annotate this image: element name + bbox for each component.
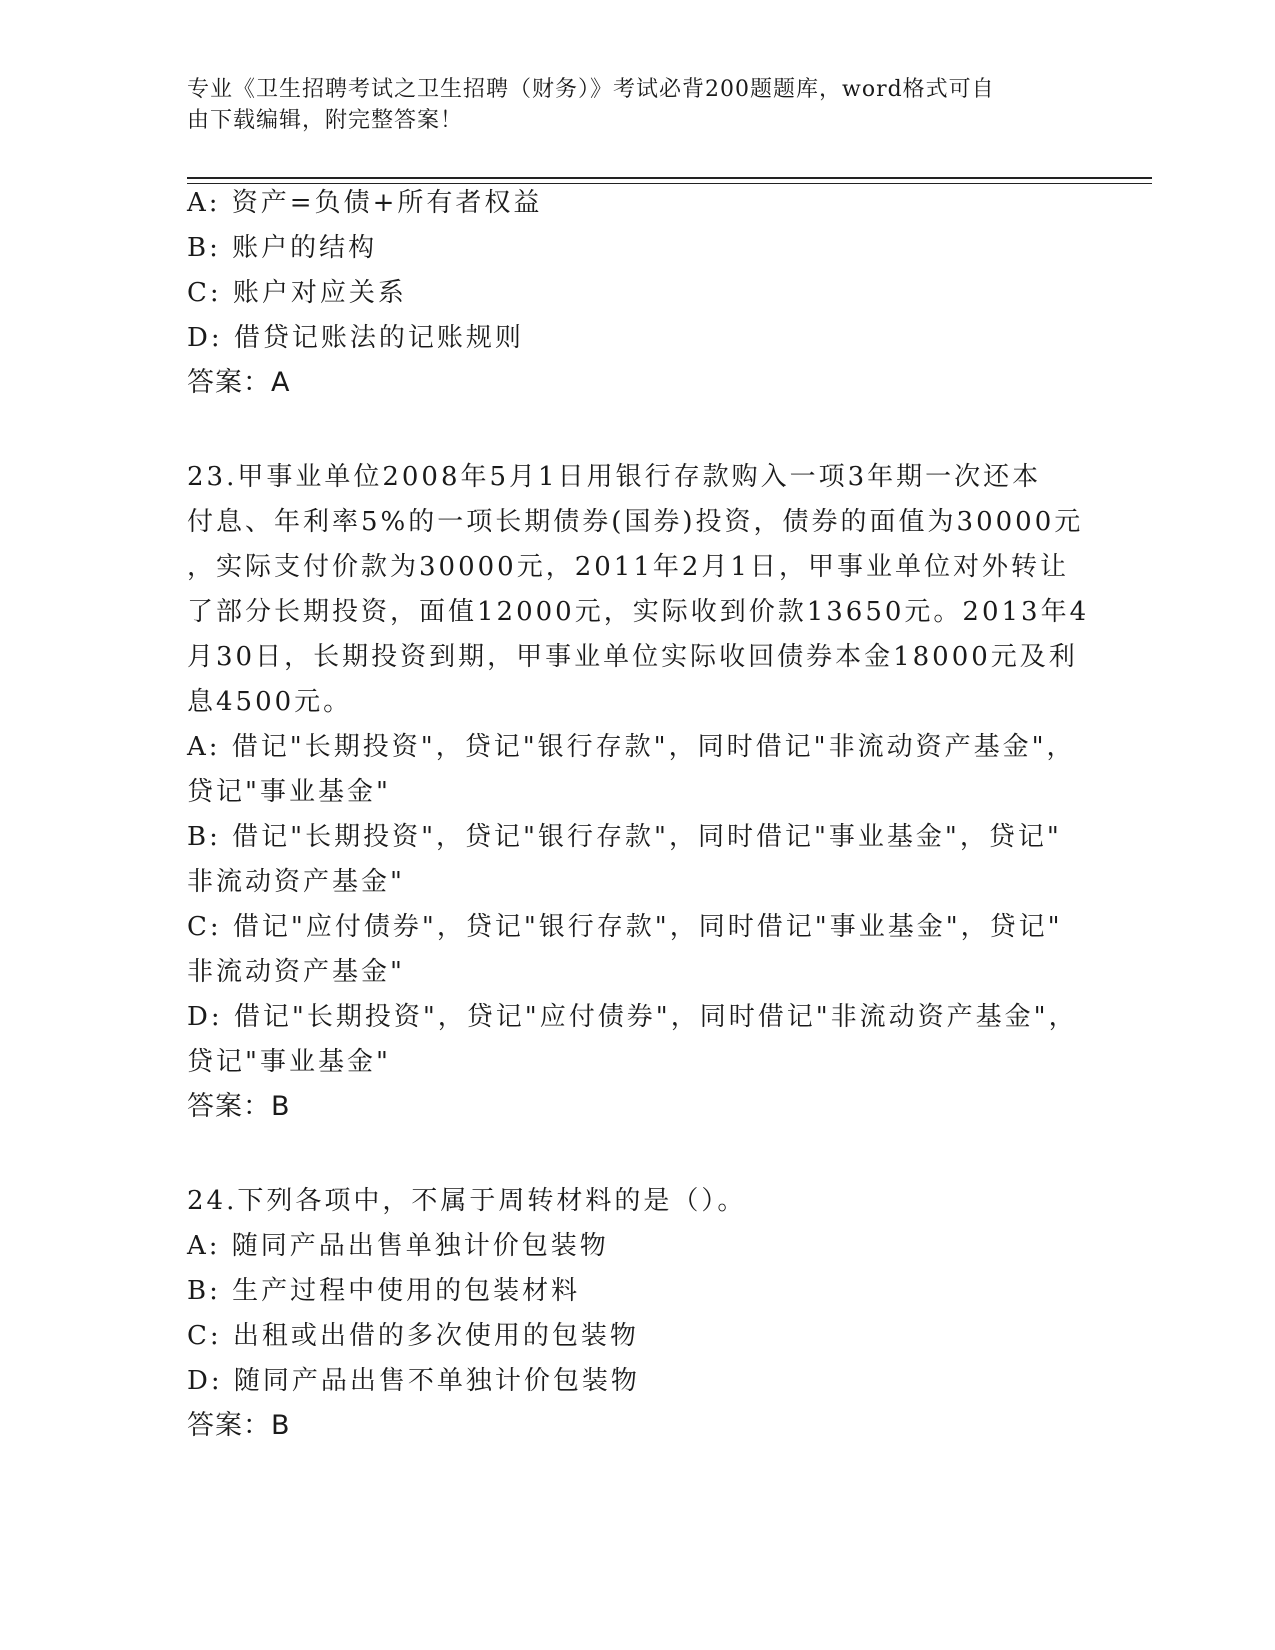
q23-option-d-line-1: D: 借记"长期投资"，贷记"应付债券"，同时借记"非流动资产基金"， [187, 1002, 1078, 1032]
q23-option-a-line-2: 贷记"事业基金" [187, 777, 391, 807]
q24-stem: 24.下列各项中，不属于周转材料的是（）。 [187, 1186, 747, 1216]
document-header [187, 74, 1067, 136]
q23-stem-line-5: 月30日，长期投资到期，甲事业单位实际收回债券本金18000元及利 [187, 642, 1078, 672]
header-line-1: 专业《卫生招聘考试之卫生招聘（财务）》考试必背200题题库，word格式可自 [187, 77, 995, 102]
q24-option-c: C: 出租或出借的多次使用的包装物 [187, 1321, 639, 1351]
q23-option-c-line-1: C: 借记"应付债券"，贷记"银行存款"，同时借记"事业基金"，贷记" [187, 912, 1063, 942]
q22-option-b: B: 账户的结构 [187, 233, 378, 263]
q23-option-c-line-2: 非流动资产基金" [187, 957, 405, 987]
header-divider-thick [187, 177, 1152, 179]
q23-stem-line-2: 付息、年利率5%的一项长期债券(国券)投资，债券的面值为30000元 [187, 507, 1084, 537]
q23-option-d-line-2: 贷记"事业基金" [187, 1047, 391, 1077]
q23-stem-line-4: 了部分长期投资，面值12000元，实际收到价款13650元。2013年4 [187, 597, 1090, 627]
q22-answer: 答案：A [187, 367, 291, 398]
q24-option-b: B: 生产过程中使用的包装材料 [187, 1276, 581, 1306]
q22-option-d: D: 借贷记账法的记账规则 [187, 323, 524, 353]
q23-stem-line-6: 息4500元。 [187, 687, 353, 717]
q24-option-a: A: 随同产品出售单独计价包装物 [187, 1231, 609, 1261]
q23-answer: 答案：B [187, 1091, 291, 1122]
q24-answer: 答案：B [187, 1410, 291, 1441]
q23-option-b-line-1: B: 借记"长期投资"，贷记"银行存款"，同时借记"事业基金"，贷记" [187, 822, 1062, 852]
header-line-2: 由下载编辑，附完整答案！ [187, 108, 464, 133]
q23-stem-line-1: 23.甲事业单位2008年5月1日用银行存款购入一项3年期一次还本 [187, 462, 1042, 492]
q24-option-d: D: 随同产品出售不单独计价包装物 [187, 1366, 640, 1396]
q23-stem-line-3: ，实际支付价款为30000元，2011年2月1日，甲事业单位对外转让 [187, 552, 1069, 582]
q22-option-c: C: 账户对应关系 [187, 278, 407, 308]
q23-option-a-line-1: A: 借记"长期投资"，贷记"银行存款"，同时借记"非流动资产基金"， [187, 732, 1076, 762]
q23-option-b-line-2: 非流动资产基金" [187, 867, 405, 897]
q22-option-a: A: 资产=负债+所有者权益 [187, 188, 543, 218]
header-divider-thin [187, 183, 1152, 184]
